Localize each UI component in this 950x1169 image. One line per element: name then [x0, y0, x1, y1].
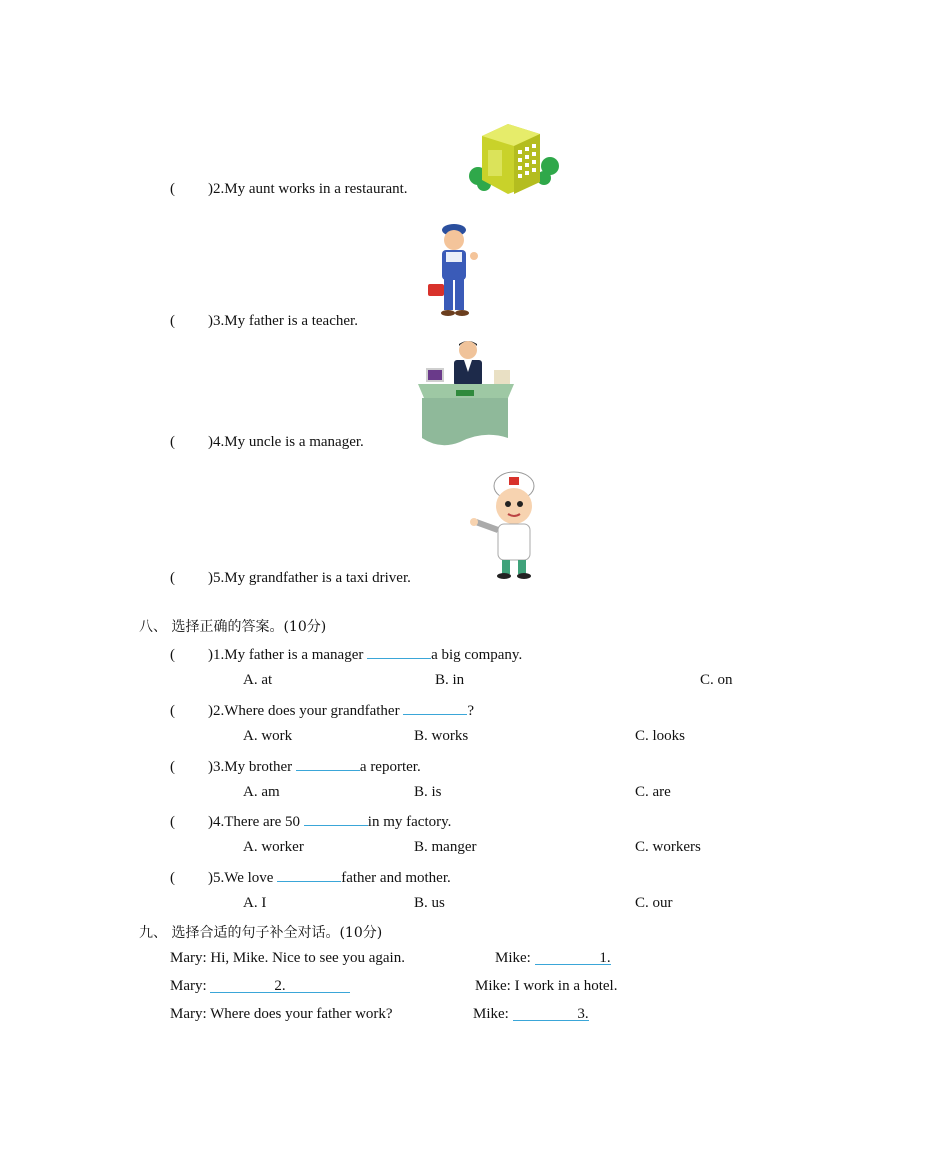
hospital-building-icon — [468, 116, 560, 198]
option-c: C. our — [635, 895, 673, 911]
option-a: A. at — [243, 672, 273, 688]
option-a: A. worker — [243, 839, 304, 855]
question-8-4: ( )4.There are 50 in my factory. — [170, 811, 451, 831]
option-a: A. am — [243, 784, 280, 800]
answer-blank[interactable] — [403, 700, 467, 715]
section-8-heading: 八、 选择正确的答案。(10分) — [139, 619, 327, 635]
dialogue-mary-3: Mary: Where does your father work? — [170, 1006, 393, 1022]
doctor-icon — [468, 470, 544, 582]
dialogue-mike-2: Mike: I work in a hotel. — [475, 978, 618, 994]
receptionist-desk-icon — [414, 338, 518, 450]
answer-blank[interactable] — [296, 756, 360, 771]
option-c: C. on — [700, 672, 733, 688]
answer-blank[interactable] — [304, 811, 368, 826]
option-c: C. workers — [635, 839, 701, 855]
option-b: B. in — [435, 672, 465, 688]
question-8-2: ( )2.Where does your grandfather ? — [170, 700, 474, 720]
dialogue-blank-1[interactable]: 1. — [535, 950, 611, 965]
dialogue-blank-3[interactable]: 3. — [513, 1006, 589, 1021]
option-c: C. are — [635, 784, 671, 800]
question-8-3: ( )3.My brother a reporter. — [170, 756, 421, 776]
match-item-5: ( )5.My grandfather is a taxi driver. — [170, 570, 411, 586]
match-item-2: ( )2.My aunt works in a restaurant. — [170, 181, 408, 197]
worker-icon — [424, 222, 480, 320]
option-b: B. works — [414, 728, 469, 744]
dialogue-mike-3: Mike: 3. — [473, 1006, 589, 1022]
section-9-heading: 九、 选择合适的句子补全对话。(10分) — [139, 925, 383, 941]
option-b: B. manger — [414, 839, 477, 855]
answer-blank[interactable] — [367, 644, 431, 659]
match-item-4: ( )4.My uncle is a manager. — [170, 434, 364, 450]
option-b: B. is — [414, 784, 442, 800]
option-c: C. looks — [635, 728, 686, 744]
dialogue-mike-1: Mike: 1. — [495, 950, 611, 966]
dialogue-mary-1: Mary: Hi, Mike. Nice to see you again. — [170, 950, 405, 966]
dialogue-mary-2: Mary: 2. — [170, 978, 350, 995]
answer-blank[interactable] — [277, 867, 341, 882]
option-a: A. I — [243, 895, 267, 911]
question-8-1: ( )1.My father is a manager a big company. — [170, 644, 522, 664]
question-8-5: ( )5.We love father and mother. — [170, 867, 451, 887]
option-a: A. work — [243, 728, 293, 744]
option-b: B. us — [414, 895, 445, 911]
match-item-3: ( )3.My father is a teacher. — [170, 313, 358, 329]
dialogue-blank-2[interactable]: 2. — [210, 978, 350, 993]
